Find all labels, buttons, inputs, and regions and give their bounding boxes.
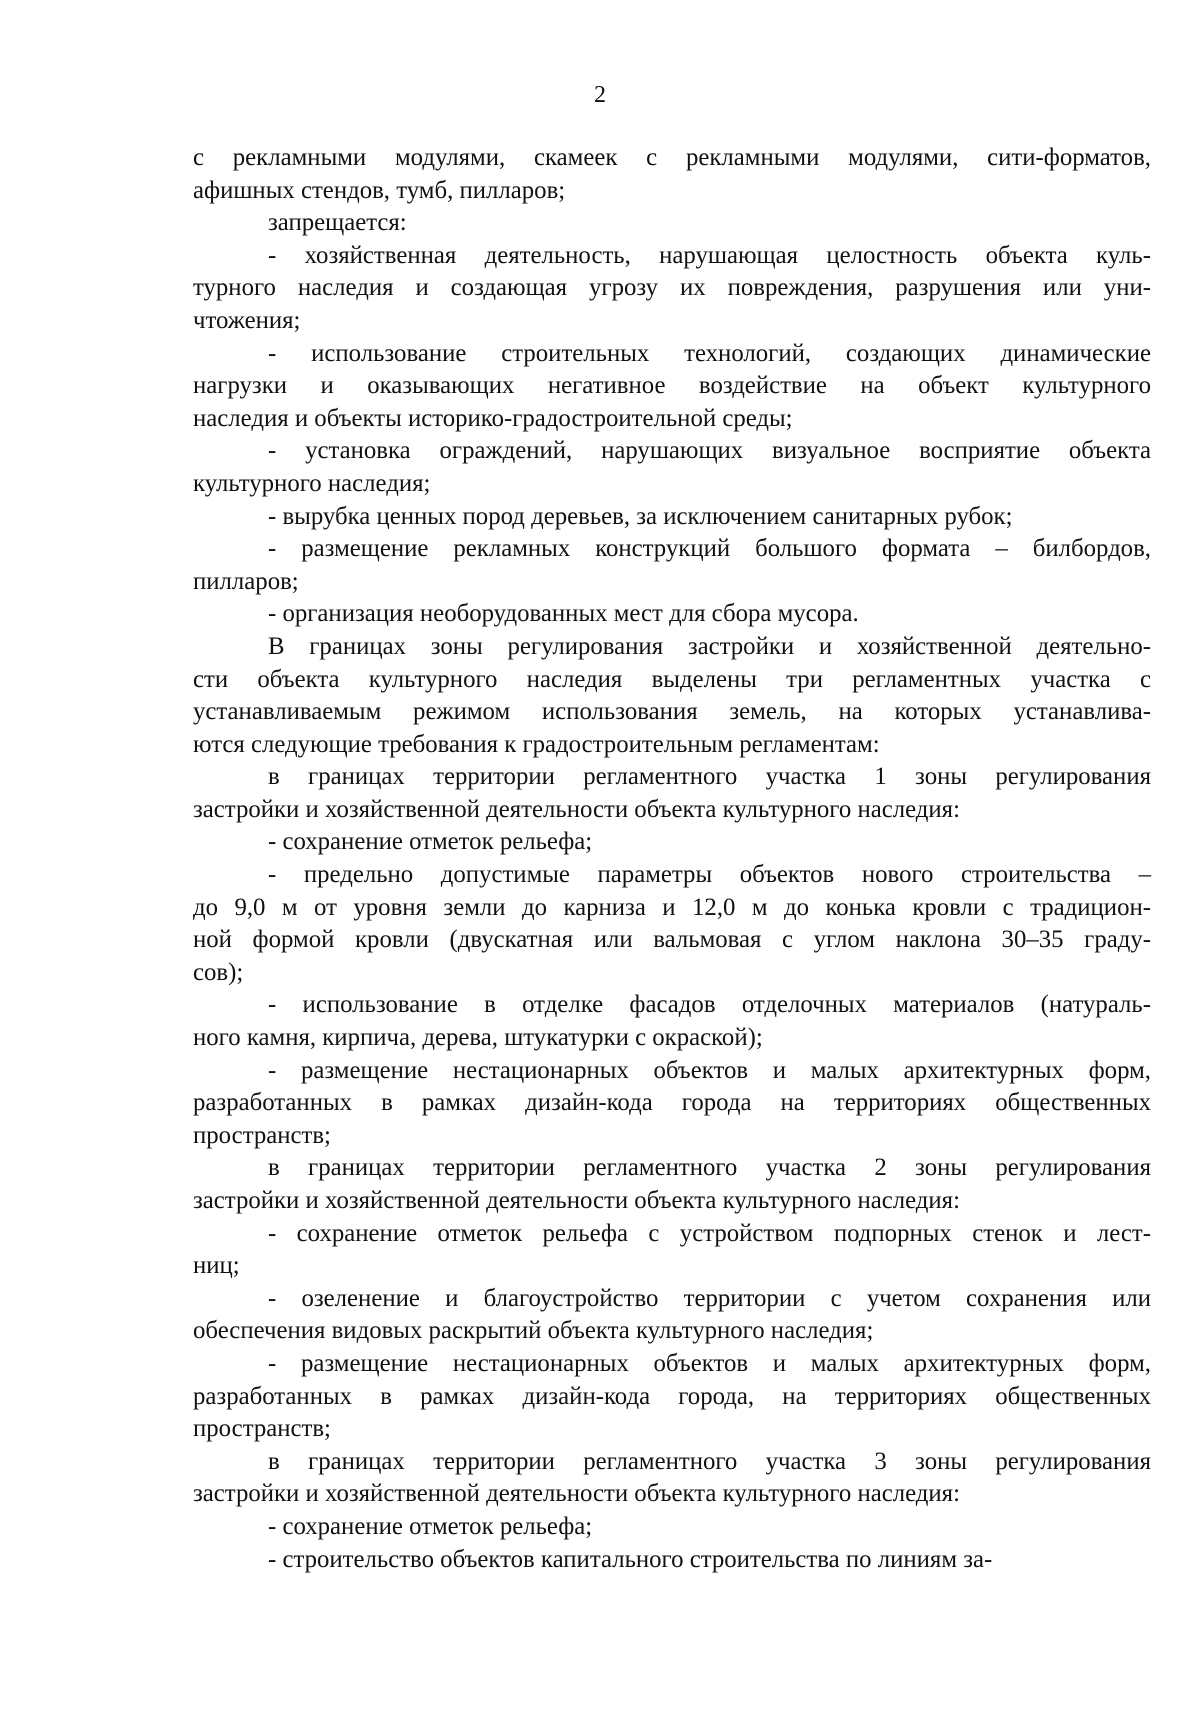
text-line: пилларов; [193, 567, 299, 595]
text-line: разработанных в рамках дизайн-кода города на территориях общественных [193, 1089, 1151, 1117]
text-line: пространств; [193, 1415, 331, 1443]
text-line: застройки и хозяйственной деятельности объекта культурного наследия: [193, 1480, 960, 1508]
text-line: ются следующие требования к градостроительным регламентам: [193, 730, 880, 758]
text-line: в границах территории регламентного участка 3 зоны регулирования [268, 1447, 1151, 1475]
text-line: нагрузки и оказывающих негативное воздействие на объект культурного [193, 372, 1151, 400]
text-line: разработанных в рамках дизайн-кода города, на территориях общественных [193, 1382, 1151, 1410]
text-line: - сохранение отметок рельефа; [268, 1512, 593, 1540]
body-text [193, 142, 1151, 1576]
text-line: - строительство объектов капитального строительства по линиям за- [268, 1545, 993, 1573]
text-line: ного камня, кирпича, дерева, штукатурки с окраской); [193, 1024, 763, 1052]
text-line: - хозяйственная деятельность, нарушающая целостность объекта куль- [268, 241, 1151, 269]
text-line: - установка ограждений, нарушающих визуальное восприятие объекта [268, 437, 1151, 465]
text-line: до 9,0 м от уровня земли до карниза и 12,0 м до конька кровли с традицион- [193, 893, 1151, 921]
text-line: - размещение рекламных конструкций большого формата – билбордов, [268, 535, 1151, 563]
text-line: - вырубка ценных пород деревьев, за исключением санитарных рубок; [268, 502, 1013, 530]
text-line: обеспечения видовых раскрытий объекта культурного наследия; [193, 1317, 874, 1345]
text-line: пространств; [193, 1121, 331, 1149]
text-line: - размещение нестационарных объектов и малых архитектурных форм, [268, 1056, 1151, 1084]
text-line: культурного наследия; [193, 469, 431, 497]
text-line: ной формой кровли (двускатная или вальмовая с углом наклона 30–35 граду- [193, 926, 1151, 954]
text-line: запрещается: [268, 209, 407, 237]
text-line: сти объекта культурного наследия выделены три регламентных участка с [193, 665, 1151, 693]
text-line: ниц; [193, 1252, 240, 1280]
text-line: в границах территории регламентного участка 2 зоны регулирования [268, 1154, 1151, 1182]
text-line: афишных стендов, тумб, пилларов; [193, 176, 566, 204]
text-line: сов); [193, 958, 244, 986]
text-line: застройки и хозяйственной деятельности объекта культурного наследия: [193, 795, 960, 823]
text-line: застройки и хозяйственной деятельности объекта культурного наследия: [193, 1187, 960, 1214]
text-line: - сохранение отметок рельефа с устройством подпорных стенок и лест- [268, 1219, 1151, 1247]
text-line: - озеленение и благоустройство территории с учетом сохранения или [268, 1284, 1151, 1312]
page-number: 2 [594, 82, 606, 108]
text-line: В границах зоны регулирования застройки и хозяйственной деятельно- [268, 632, 1151, 660]
text-line: турного наследия и создающая угрозу их повреждения, разрушения или уни- [193, 274, 1151, 302]
text-line: с рекламными модулями, скамеек с рекламными модулями, сити-форматов, [193, 144, 1151, 171]
text-line: - использование строительных технологий, создающих динамические [268, 339, 1151, 367]
text-line: - предельно допустимые параметры объектов нового строительства – [268, 861, 1151, 889]
text-line: чтожения; [193, 306, 301, 334]
text-line: - организация необорудованных мест для сбора мусора. [268, 600, 859, 628]
text-line: - использование в отделке фасадов отделочных материалов (натураль- [268, 991, 1151, 1019]
text-line: устанавливаемым режимом использования земель, на которых устанавлива- [193, 698, 1151, 726]
text-line: - размещение нестационарных объектов и малых архитектурных форм, [268, 1349, 1151, 1377]
text-line: наследия и объекты историко-градостроительной среды; [193, 404, 793, 432]
text-line: - сохранение отметок рельефа; [268, 828, 593, 856]
text-line: в границах территории регламентного участка 1 зоны регулирования [268, 763, 1151, 791]
